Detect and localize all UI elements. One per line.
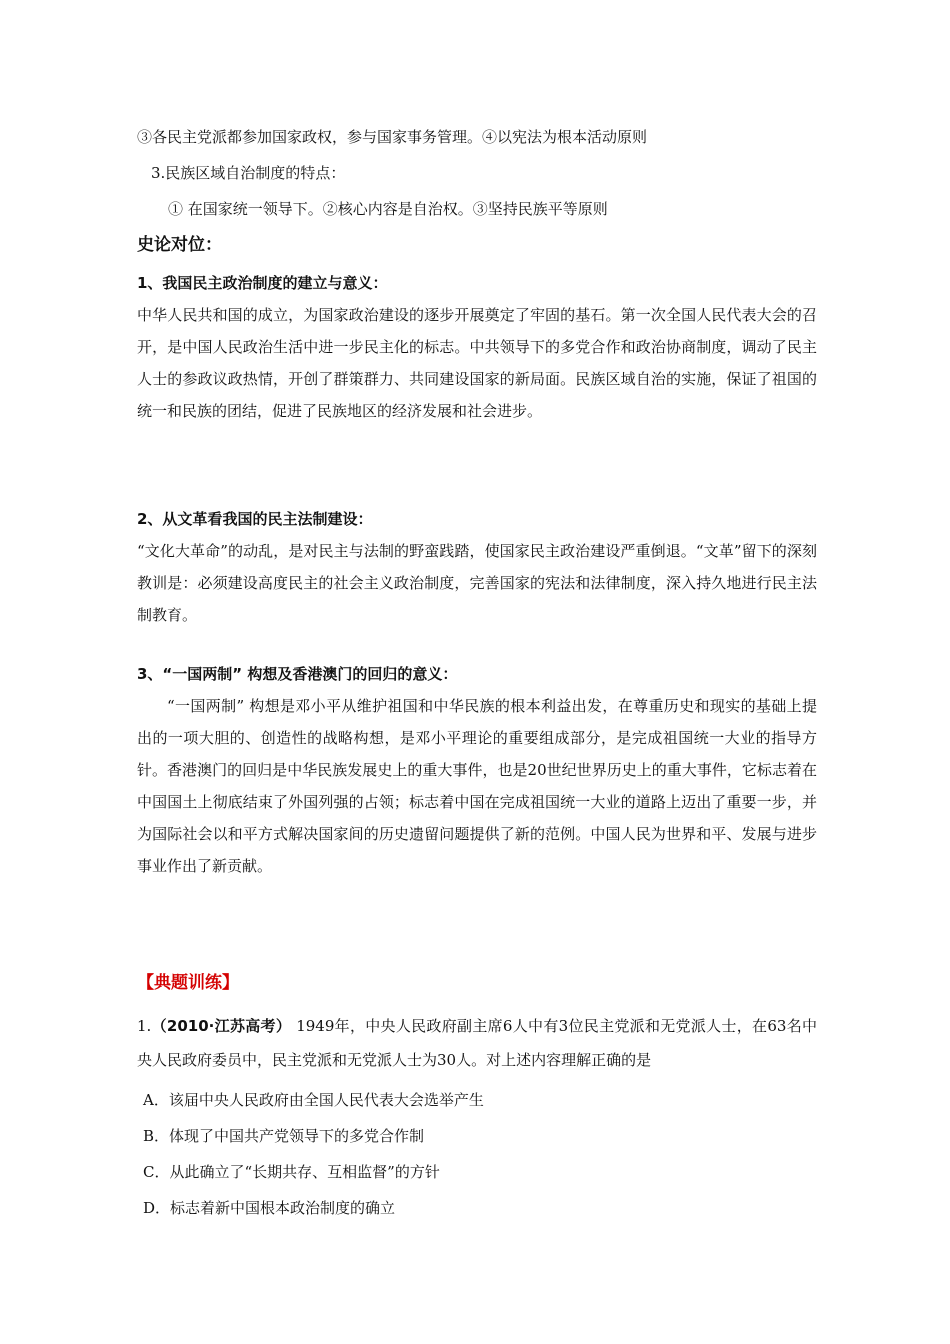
text-line: ③各民主党派都参加国家政权，参与国家事务管理。④以宪法为根本活动原则: [137, 128, 648, 146]
option-b: B．体现了中国共产党领导下的多党合作制: [143, 1127, 425, 1145]
question-text: 1949年，中央人民政府副主席6人中有3位民主党派和无党派人士，在63名中央人民政府委员中，民主党派和无党派人士为30人。对上述内容理解正确的是: [137, 1017, 817, 1069]
text-line: ① 在国家统一领导下。②核心内容是自治权。③坚持民族平等原则: [168, 200, 608, 218]
question-source: （2010·江苏高考）: [151, 1017, 292, 1035]
paragraph: “文化大革命”的动乱，是对民主与法制的野蛮践踏，使国家民主政治建设严重倒退。“文革”留下的深刻教训是：必须建设高度民主的社会主义政治制度，完善国家的宪法和法律制度，深入持久地进行民主法制教育。: [137, 542, 817, 624]
subsection-title: 3、“一国两制” 构想及香港澳门的回归的意义：: [137, 665, 458, 683]
option-a: A．该届中央人民政府由全国人民代表大会选举产生: [143, 1091, 484, 1109]
text-line: 3.民族区域自治制度的特点：: [151, 164, 346, 182]
question-stem: [137, 1009, 817, 1077]
practice-heading: 【典题训练】: [137, 973, 239, 993]
subsection-title: 2、从文革看我国的民主法制建设：: [137, 510, 373, 528]
question-number: 1.: [137, 1017, 152, 1035]
option-c: C．从此确立了“长期共存、互相监督”的方针: [143, 1163, 440, 1181]
paragraph: “一国两制” 构想是邓小平从维护祖国和中华民族的根本利益出发，在尊重历史和现实的基础上提出的一项大胆的、创造性的战略构想，是邓小平理论的重要组成部分，是完成祖国统一大业的指导方针。香港澳门的回归是中华民族发展史上的重大事件，也是20世纪世界历史上的重大事件，它标志着在中国国土上彻底结束了外国列强的占领；标志着中国在完成祖国统一大业的道路上迈出了重要一步，并为国际社会以和平方式解决国家间的历史遗留问题提供了新的范例。中国人民为世界和平、发展与进步事业作出了新贡献。: [137, 697, 817, 875]
subsection-title: 1、我国民主政治制度的建立与意义：: [137, 274, 388, 292]
section-heading: 史论对位：: [137, 235, 222, 255]
paragraph: 中华人民共和国的成立，为国家政治建设的逐步开展奠定了牢固的基石。第一次全国人民代表大会的召开，是中国人民政治生活中进一步民主化的标志。中共领导下的多党合作和政治协商制度，调动了民主人士的参政议政热情，开创了群策群力、共同建设国家的新局面。民族区域自治的实施，保证了祖国的统一和民族的团结，促进了民族地区的经济发展和社会进步。: [137, 306, 817, 420]
option-d: D．标志着新中国根本政治制度的确立: [143, 1199, 396, 1217]
